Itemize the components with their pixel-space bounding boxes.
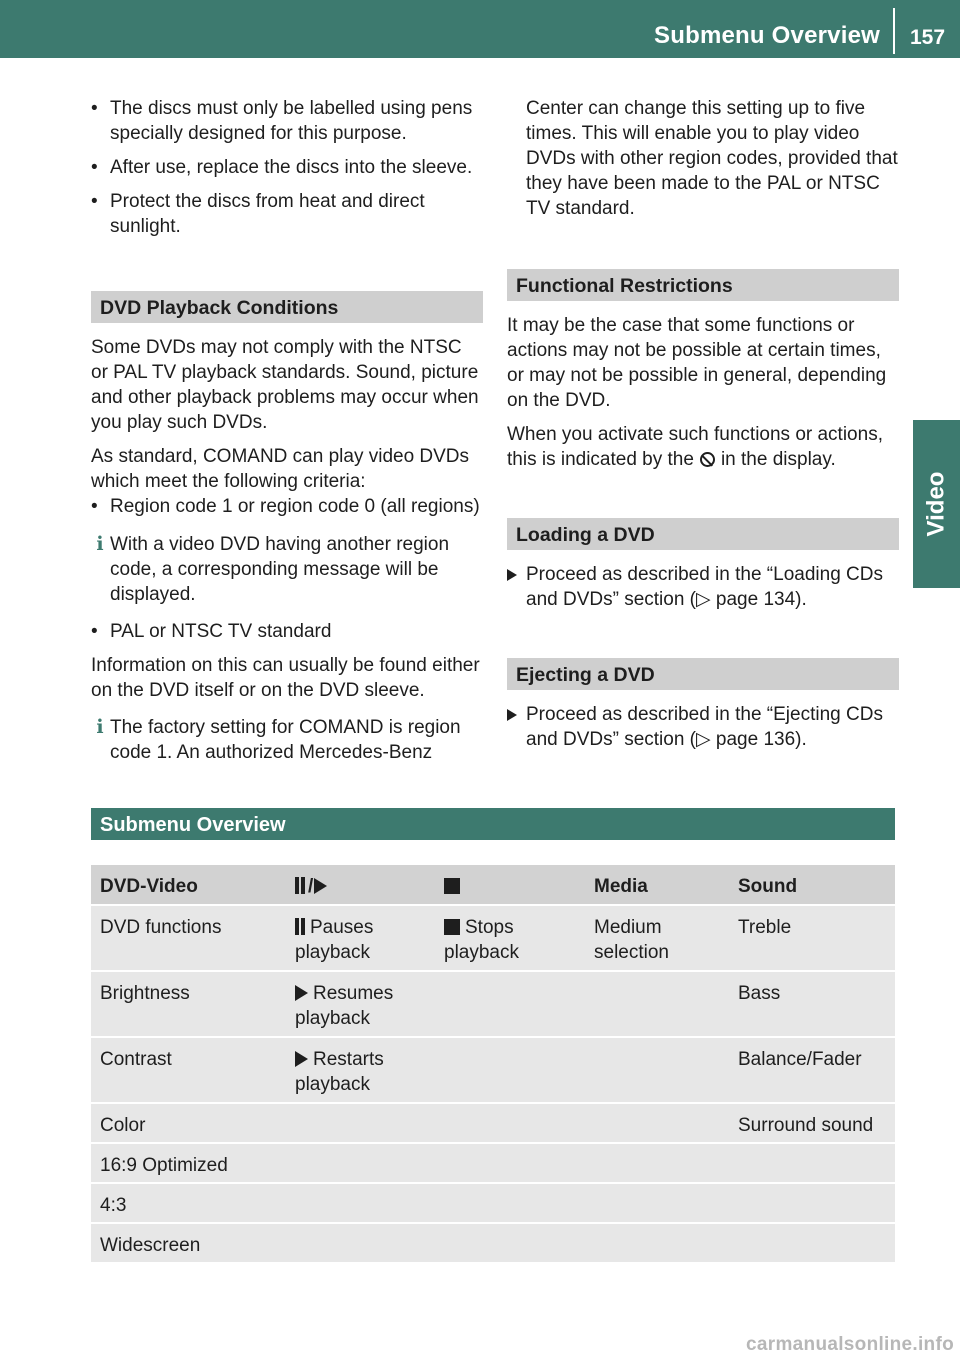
table-cell (286, 1223, 435, 1263)
paragraph: It may be the case that some functions or actions may not be possible at certain times, or may not be possible in general, depending on the DVD. (507, 315, 887, 411)
footer-watermark: carmanualsonline.info (746, 1334, 954, 1355)
list-item: • Region code 1 or region code 0 (all regions) (91, 496, 480, 517)
list-item: • PAL or NTSC TV standard (91, 621, 332, 642)
table-cell (286, 1103, 435, 1143)
play-icon (295, 1051, 308, 1067)
table-cell (435, 971, 585, 1037)
step-arrow-icon (507, 569, 517, 581)
info-note: i The factory setting for COMAND is region code 1. An authorized Mercedes-Benz (91, 715, 483, 765)
table-row (91, 1143, 895, 1183)
table-row (91, 1183, 895, 1223)
table-cell (286, 1183, 435, 1223)
left-column (91, 96, 483, 774)
page-number: 157 (910, 26, 946, 49)
prohibited-icon (700, 452, 715, 467)
info-icon: i (96, 715, 104, 738)
paragraph: Center can change this setting up to five times. This will enable you to play video DVDs with other region codes, provided that they have been made to the PAL or NTSC TV standard. (526, 98, 898, 219)
list-item: • The discs must only be labelled using pens specially designed for this purpose. (91, 98, 473, 144)
table-cell: DVD functions (91, 905, 286, 971)
info-note: i With a video DVD having another region code, a corresponding message will be displayed. (91, 532, 483, 607)
table-cell (585, 1037, 729, 1103)
table-cell: Color (91, 1103, 286, 1143)
table-cell: Resumes playback (286, 971, 435, 1037)
table-row (91, 1037, 895, 1103)
instruction-step: Proceed as described in the “Ejecting CDs and DVDs” section (▷ page 136). (507, 702, 899, 752)
list-item: • After use, replace the discs into the sleeve. (91, 157, 473, 178)
header-stop (435, 865, 585, 905)
table-row (91, 1223, 895, 1263)
section-heading-ejecting-dvd: Ejecting a DVD (507, 658, 899, 690)
submenu-table (91, 865, 895, 1264)
stop-icon (444, 919, 460, 935)
table-cell (435, 1223, 585, 1263)
header-sound: Sound (729, 865, 895, 905)
table-cell (585, 1183, 729, 1223)
submenu-banner: Submenu Overview (91, 808, 895, 840)
table-cell: Brightness (91, 971, 286, 1037)
table-cell (729, 1143, 895, 1183)
paragraph: When you activate such functions or actions, this is indicated by the in the display. (507, 424, 883, 470)
table-row (91, 1103, 895, 1143)
step-arrow-icon (507, 709, 517, 721)
table-row (91, 971, 895, 1037)
table-cell (435, 1183, 585, 1223)
table-cell (585, 1103, 729, 1143)
table-cell: Medium selection (585, 905, 729, 971)
header-pause-play: / (286, 865, 435, 905)
table-cell: Pauses playback (286, 905, 435, 971)
play-icon (314, 878, 327, 894)
right-column (507, 96, 899, 761)
table-cell (435, 1143, 585, 1183)
table-cell (729, 1223, 895, 1263)
pause-icon (295, 918, 305, 935)
page-header (0, 0, 960, 58)
paragraph: Some DVDs may not comply with the NTSC or PAL TV playback standards. Sound, picture and other playback problems may occur when you play such DVDs. (91, 337, 479, 433)
play-icon (295, 985, 308, 1001)
info-icon: i (96, 532, 104, 555)
table-cell: Bass (729, 971, 895, 1037)
list-item: • Protect the discs from heat and direct sunlight. (91, 191, 425, 237)
table-cell: 16:9 Optimized (91, 1143, 286, 1183)
header-dvd-video: DVD-Video (91, 865, 286, 905)
pause-icon (295, 877, 305, 894)
chapter-tab-label: Video (922, 471, 950, 537)
table-cell: Widescreen (91, 1223, 286, 1263)
instruction-step: Proceed as described in the “Loading CDs and DVDs” section (▷ page 134). (507, 562, 899, 612)
table-cell: Contrast (91, 1037, 286, 1103)
chapter-tab (913, 420, 960, 588)
paragraph: Information on this can usually be found either on the DVD itself or on the DVD sleeve. (91, 655, 480, 701)
table-cell: Stops playback (435, 905, 585, 971)
table-cell: Treble (729, 905, 895, 971)
table-cell (585, 971, 729, 1037)
section-heading-functional-restrictions: Functional Restrictions (507, 269, 899, 301)
section-heading-dvd-playback: DVD Playback Conditions (91, 291, 483, 323)
header-media: Media (585, 865, 729, 905)
table-row (91, 905, 895, 971)
table-header-row (91, 865, 895, 905)
section-heading-loading-dvd: Loading a DVD (507, 518, 899, 550)
table-cell (585, 1143, 729, 1183)
table-cell (585, 1223, 729, 1263)
table-cell: 4:3 (91, 1183, 286, 1223)
table-cell (435, 1103, 585, 1143)
paragraph: As standard, COMAND can play video DVDs which meet the following criteria: (91, 446, 470, 492)
table-cell: Surround sound (729, 1103, 895, 1143)
table-cell (435, 1037, 585, 1103)
table-cell: Restarts playback (286, 1037, 435, 1103)
stop-icon (444, 878, 460, 894)
table-cell: Balance/Fader (729, 1037, 895, 1103)
header-title: Submenu Overview (654, 22, 880, 49)
table-cell (286, 1143, 435, 1183)
table-cell (729, 1183, 895, 1223)
header-divider (893, 8, 895, 54)
